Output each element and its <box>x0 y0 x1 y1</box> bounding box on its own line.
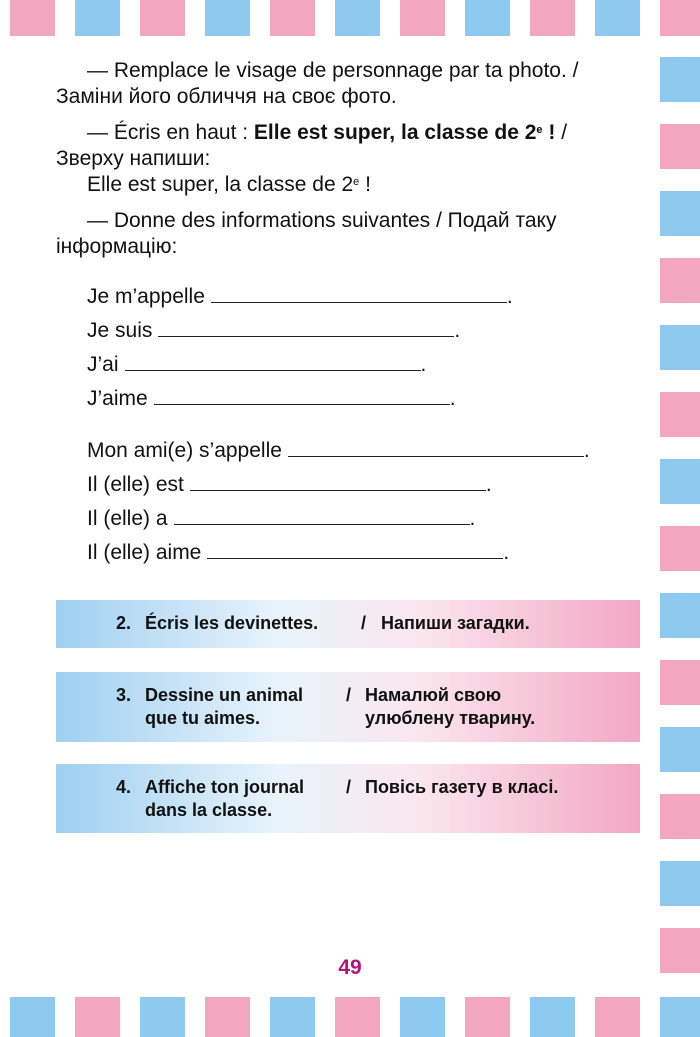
blank-line[interactable] <box>190 468 486 491</box>
title-phrase-bold: Elle est super, la classe de 2e ! <box>253 121 556 144</box>
fill-in-row: J’aime . <box>87 382 640 416</box>
blank-line[interactable] <box>211 280 507 303</box>
blank-line[interactable] <box>125 348 421 371</box>
instruction-photo: — Remplace le visage de personnage par ta photo. / Заміни його обличчя на своє фото. <box>56 59 579 108</box>
fill-in-row: Je m’appelle . <box>87 280 640 314</box>
instructions-block <box>56 58 640 570</box>
blank-line[interactable] <box>154 382 450 405</box>
task-banner-4: 4. Affiche ton journal dans la classe. / Повісь газету в класі. <box>56 764 640 833</box>
fill-in-list <box>56 280 640 570</box>
fill-in-row: Mon ami(e) s’appelle . <box>87 434 640 468</box>
fill-in-row: Je suis . <box>87 314 640 348</box>
fill-in-row: Il (elle) aime . <box>87 536 640 570</box>
blank-line[interactable] <box>288 434 584 457</box>
page-number: 49 <box>338 956 362 979</box>
blank-line[interactable] <box>174 502 470 525</box>
title-phrase: Elle est super, la classe de 2e ! <box>87 173 371 196</box>
task-banner-3: 3. Dessine un animal que tu aimes. / Намалюй свою улюблену тварину. <box>56 672 640 742</box>
instruction-info: — Donne des informations suivantes / Подай таку інформацію: <box>56 209 557 258</box>
fill-in-row: Il (elle) a . <box>87 502 640 536</box>
blank-line[interactable] <box>207 536 503 559</box>
instruction-title: — Écris en haut : Elle est super, la classe de 2e ! / Зверху напиши: Elle est super, la classe de 2e ! <box>56 120 640 198</box>
fill-in-row: J’ai . <box>87 348 640 382</box>
task-banner-2: 2. Écris les devinettes. / Напиши загадки. <box>56 600 640 648</box>
blank-line[interactable] <box>158 314 454 337</box>
fill-in-row: Il (elle) est . <box>87 468 640 502</box>
